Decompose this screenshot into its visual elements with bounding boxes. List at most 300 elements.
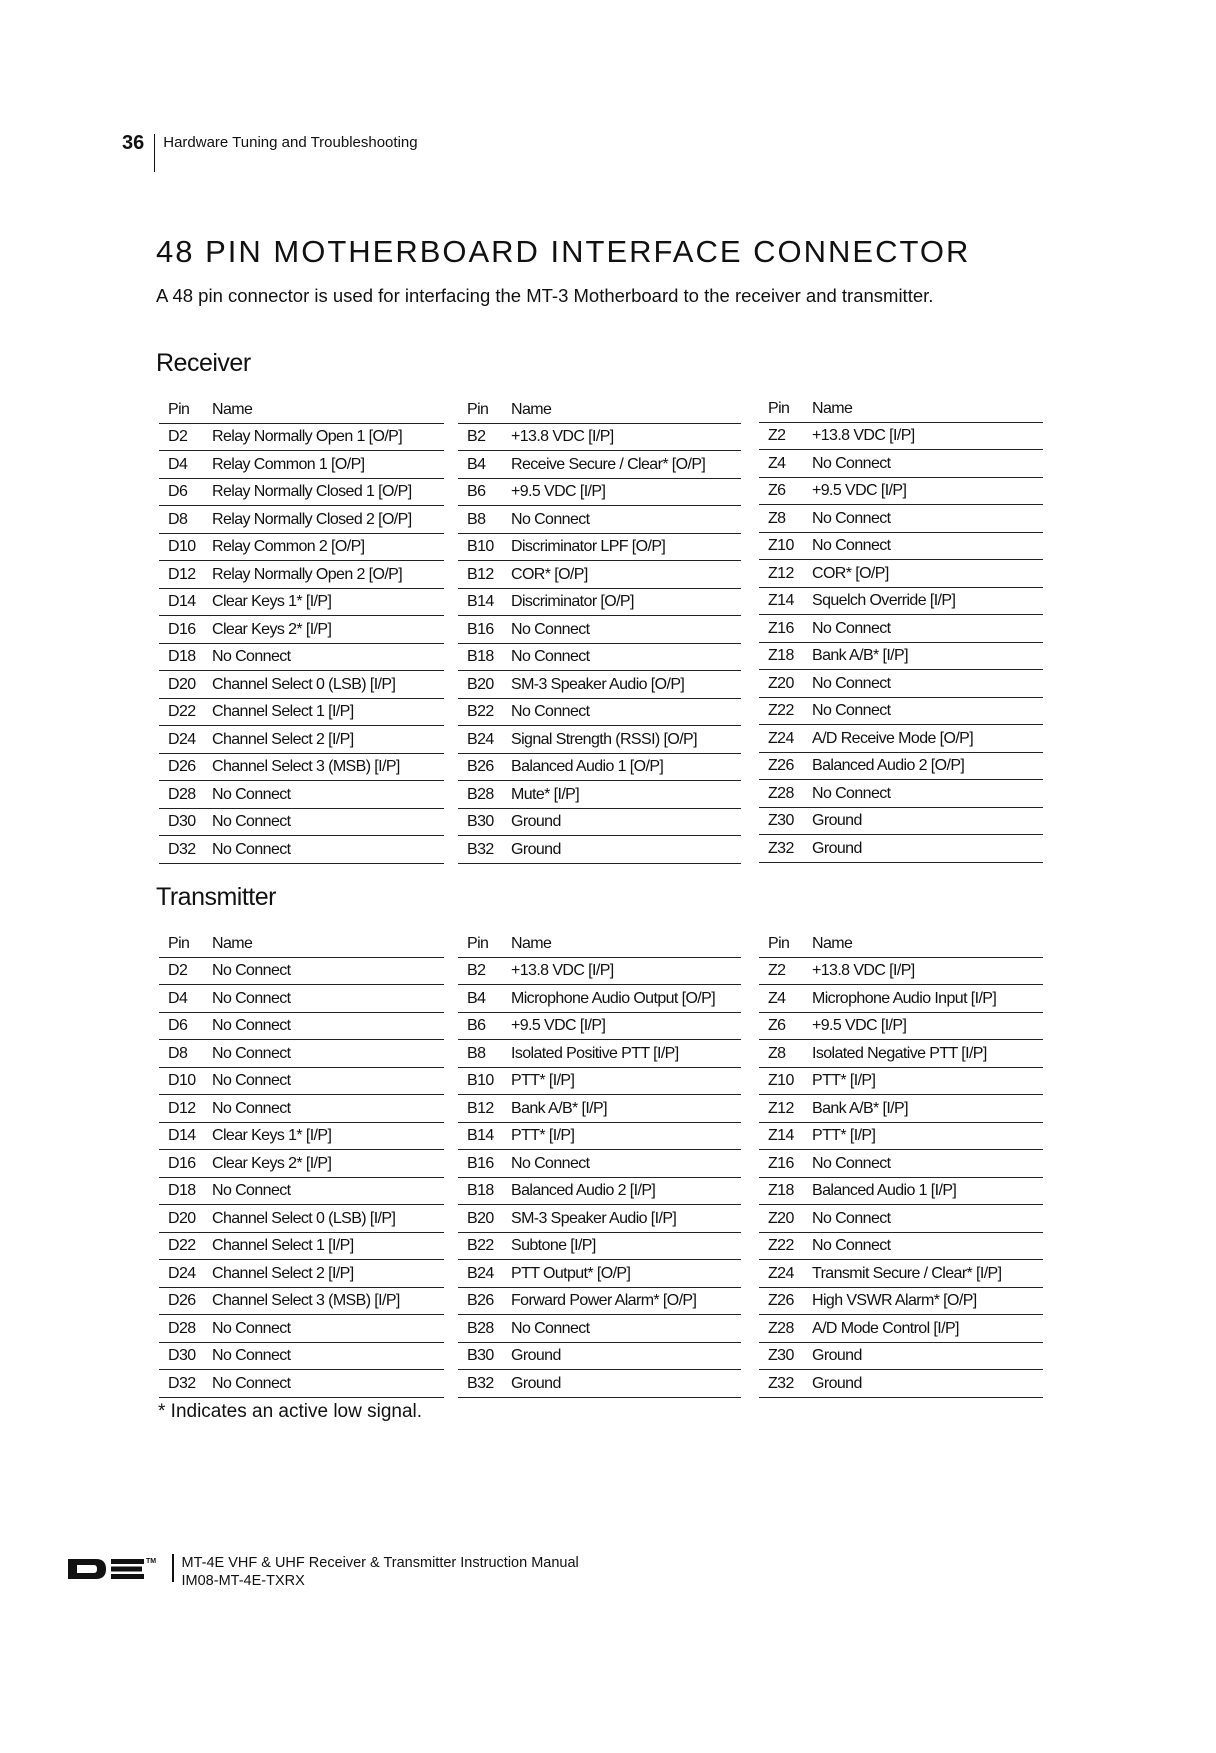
signal-name-cell: Balanced Audio 2 [I/P] (511, 1177, 741, 1205)
table-row (159, 1095, 444, 1123)
signal-name-cell: Subtone [I/P] (511, 1232, 741, 1260)
pin-cell: D8 (159, 506, 212, 534)
pin-cell: D10 (159, 1067, 212, 1095)
pin-cell: D28 (159, 781, 212, 809)
signal-name-cell: No Connect (212, 781, 444, 809)
pin-cell: Z24 (759, 1260, 812, 1288)
table-row (458, 985, 741, 1013)
pin-cell: Z26 (759, 1287, 812, 1315)
pin-column-header: Pin (759, 395, 812, 422)
pin-cell: B8 (458, 1040, 511, 1068)
table-row (458, 1122, 741, 1150)
pin-cell: B26 (458, 753, 511, 781)
signal-name-cell: No Connect (212, 643, 444, 671)
signal-name-cell: Ground (511, 1342, 741, 1370)
pin-cell: D30 (159, 1342, 212, 1370)
table-row (759, 1095, 1043, 1123)
signal-name-cell: Ground (511, 808, 741, 836)
signal-name-cell: Receive Secure / Clear* [O/P] (511, 451, 741, 479)
transmitter-pin-table-1 (159, 930, 444, 1398)
table-row (458, 1342, 741, 1370)
table-row (458, 1012, 741, 1040)
pin-cell: B26 (458, 1287, 511, 1315)
pin-cell: D26 (159, 1287, 212, 1315)
pin-cell: Z6 (759, 1012, 812, 1040)
pin-cell: Z22 (759, 1232, 812, 1260)
signal-name-cell: Bank A/B* [I/P] (511, 1095, 741, 1123)
pin-cell: D24 (159, 1260, 212, 1288)
pin-cell: B4 (458, 451, 511, 479)
table-row (458, 1287, 741, 1315)
signal-name-cell: No Connect (212, 1012, 444, 1040)
signal-name-cell: No Connect (812, 780, 1043, 808)
table-row (159, 561, 444, 589)
trademark-mark: TM (146, 1558, 157, 1565)
pin-cell: D20 (159, 671, 212, 699)
table-row (458, 588, 741, 616)
name-column-header: Name (511, 930, 741, 957)
pin-cell: Z14 (759, 1122, 812, 1150)
signal-name-cell: Channel Select 2 [I/P] (212, 1260, 444, 1288)
signal-name-cell: Clear Keys 1* [I/P] (212, 1122, 444, 1150)
pin-cell: Z4 (759, 450, 812, 478)
table-row (759, 1287, 1043, 1315)
pin-cell: D32 (159, 836, 212, 864)
signal-name-cell: PTT* [I/P] (812, 1122, 1043, 1150)
table-row (458, 423, 741, 451)
signal-name-cell: Microphone Audio Input [I/P] (812, 985, 1043, 1013)
table-row (159, 643, 444, 671)
signal-name-cell: No Connect (511, 643, 741, 671)
pin-cell: D20 (159, 1205, 212, 1233)
pin-cell: B18 (458, 643, 511, 671)
table-row (159, 1040, 444, 1068)
table-row (759, 1342, 1043, 1370)
pin-cell: Z30 (759, 807, 812, 835)
table-row (458, 1315, 741, 1343)
table-row (159, 478, 444, 506)
table-row (458, 643, 741, 671)
table-row (458, 1150, 741, 1178)
signal-name-cell: PTT Output* [O/P] (511, 1260, 741, 1288)
footnote: * Indicates an active low signal. (158, 1401, 423, 1422)
signal-name-cell: No Connect (812, 505, 1043, 533)
table-row (759, 642, 1043, 670)
table-row (759, 957, 1043, 985)
table-row (458, 478, 741, 506)
table-row (458, 781, 741, 809)
signal-name-cell: Discriminator LPF [O/P] (511, 533, 741, 561)
name-column-header: Name (812, 930, 1043, 957)
pin-cell: B14 (458, 588, 511, 616)
signal-name-cell: +13.8 VDC [I/P] (511, 423, 741, 451)
footer-divider (172, 1554, 174, 1582)
receiver-pin-table-1 (159, 396, 444, 864)
signal-name-cell: No Connect (812, 1232, 1043, 1260)
table-row (759, 1012, 1043, 1040)
pin-cell: Z28 (759, 780, 812, 808)
pin-cell: B22 (458, 698, 511, 726)
table-row (458, 561, 741, 589)
signal-name-cell: +13.8 VDC [I/P] (511, 957, 741, 985)
pin-cell: D32 (159, 1370, 212, 1398)
manual-title: MT-4E VHF & UHF Receiver & Transmitter Instruction Manual (181, 1555, 579, 1571)
table-row (458, 1260, 741, 1288)
table-row (159, 1342, 444, 1370)
table-row (759, 1260, 1043, 1288)
signal-name-cell: COR* [O/P] (812, 560, 1043, 588)
pin-cell: Z10 (759, 532, 812, 560)
pin-cell: Z18 (759, 642, 812, 670)
pin-cell: Z4 (759, 985, 812, 1013)
table-row (759, 1067, 1043, 1095)
header-divider (154, 134, 155, 172)
signal-name-cell: No Connect (812, 697, 1043, 725)
table-row (159, 985, 444, 1013)
signal-name-cell: Bank A/B* [I/P] (812, 642, 1043, 670)
pin-cell: B30 (458, 808, 511, 836)
signal-name-cell: Transmit Secure / Clear* [I/P] (812, 1260, 1043, 1288)
table-row (458, 698, 741, 726)
pin-cell: Z30 (759, 1342, 812, 1370)
signal-name-cell: No Connect (511, 506, 741, 534)
signal-name-cell: No Connect (511, 1315, 741, 1343)
table-row (759, 477, 1043, 505)
pin-cell: B2 (458, 423, 511, 451)
table-row (159, 1232, 444, 1260)
table-row (159, 533, 444, 561)
footer-text (182, 1554, 579, 1590)
signal-name-cell: +9.5 VDC [I/P] (812, 1012, 1043, 1040)
signal-name-cell: No Connect (212, 1095, 444, 1123)
table-row (159, 1150, 444, 1178)
signal-name-cell: Channel Select 3 (MSB) [I/P] (212, 1287, 444, 1315)
table-row (759, 807, 1043, 835)
pin-column-header: Pin (159, 396, 212, 423)
pin-cell: D2 (159, 423, 212, 451)
table-row (458, 533, 741, 561)
signal-name-cell: No Connect (212, 957, 444, 985)
pin-cell: D10 (159, 533, 212, 561)
signal-name-cell: No Connect (812, 615, 1043, 643)
pin-cell: D14 (159, 1122, 212, 1150)
table-header-row (458, 930, 741, 957)
pin-cell: D16 (159, 1150, 212, 1178)
signal-name-cell: Discriminator [O/P] (511, 588, 741, 616)
pin-column-header: Pin (759, 930, 812, 957)
pin-column-header: Pin (159, 930, 212, 957)
signal-name-cell: Ground (511, 836, 741, 864)
pin-cell: D4 (159, 451, 212, 479)
table-header-row (159, 930, 444, 957)
signal-name-cell: Balanced Audio 1 [O/P] (511, 753, 741, 781)
table-row (458, 1205, 741, 1233)
pin-cell: D22 (159, 698, 212, 726)
pin-cell: B6 (458, 478, 511, 506)
signal-name-cell: +9.5 VDC [I/P] (812, 477, 1043, 505)
table-row (458, 1095, 741, 1123)
signal-name-cell: PTT* [I/P] (511, 1067, 741, 1095)
signal-name-cell: No Connect (212, 1342, 444, 1370)
pin-cell: B10 (458, 1067, 511, 1095)
table-row (759, 780, 1043, 808)
page-header (122, 130, 418, 172)
table-row (159, 1012, 444, 1040)
table-row (458, 1040, 741, 1068)
table-row (159, 1205, 444, 1233)
signal-name-cell: Channel Select 0 (LSB) [I/P] (212, 671, 444, 699)
pin-cell: D12 (159, 1095, 212, 1123)
signal-name-cell: No Connect (812, 1150, 1043, 1178)
pin-cell: Z2 (759, 422, 812, 450)
table-row (159, 423, 444, 451)
pin-cell: B32 (458, 1370, 511, 1398)
pin-cell: B4 (458, 985, 511, 1013)
table-row (759, 1205, 1043, 1233)
table-row (759, 1232, 1043, 1260)
pin-cell: Z22 (759, 697, 812, 725)
signal-name-cell: +13.8 VDC [I/P] (812, 957, 1043, 985)
signal-name-cell: Relay Normally Closed 1 [O/P] (212, 478, 444, 506)
table-header-row (159, 396, 444, 423)
signal-name-cell: No Connect (812, 532, 1043, 560)
document-id: IM08-MT-4E-TXRX (181, 1573, 305, 1589)
pin-cell: Z8 (759, 505, 812, 533)
table-row (759, 725, 1043, 753)
signal-name-cell: No Connect (812, 670, 1043, 698)
pin-cell: B32 (458, 836, 511, 864)
signal-name-cell: No Connect (212, 808, 444, 836)
pin-cell: Z6 (759, 477, 812, 505)
pin-cell: D18 (159, 1177, 212, 1205)
transmitter-pin-table-2 (458, 930, 741, 1398)
page-footer (66, 1554, 579, 1590)
signal-name-cell: Relay Normally Closed 2 [O/P] (212, 506, 444, 534)
signal-name-cell: PTT* [I/P] (511, 1122, 741, 1150)
pin-cell: Z2 (759, 957, 812, 985)
signal-name-cell: COR* [O/P] (511, 561, 741, 589)
signal-name-cell: A/D Mode Control [I/P] (812, 1315, 1043, 1343)
table-row (759, 1177, 1043, 1205)
pin-cell: D28 (159, 1315, 212, 1343)
signal-name-cell: Channel Select 1 [I/P] (212, 698, 444, 726)
signal-name-cell: +9.5 VDC [I/P] (511, 478, 741, 506)
table-row (159, 957, 444, 985)
de-logo-icon (66, 1554, 166, 1584)
table-row (159, 1287, 444, 1315)
signal-name-cell: Relay Common 1 [O/P] (212, 451, 444, 479)
table-row (759, 1122, 1043, 1150)
signal-name-cell: Clear Keys 2* [I/P] (212, 616, 444, 644)
pin-cell: B14 (458, 1122, 511, 1150)
table-row (159, 753, 444, 781)
pin-cell: B16 (458, 1150, 511, 1178)
pin-cell: D16 (159, 616, 212, 644)
signal-name-cell: Ground (812, 835, 1043, 863)
pin-cell: D26 (159, 753, 212, 781)
table-row (159, 1370, 444, 1398)
signal-name-cell: No Connect (812, 450, 1043, 478)
signal-name-cell: Clear Keys 2* [I/P] (212, 1150, 444, 1178)
signal-name-cell: Isolated Positive PTT [I/P] (511, 1040, 741, 1068)
signal-name-cell: Relay Normally Open 2 [O/P] (212, 561, 444, 589)
table-row (759, 615, 1043, 643)
transmitter-pin-table-3 (759, 930, 1043, 1398)
table-row (759, 1040, 1043, 1068)
pin-cell: Z16 (759, 615, 812, 643)
pin-cell: Z8 (759, 1040, 812, 1068)
signal-name-cell: Isolated Negative PTT [I/P] (812, 1040, 1043, 1068)
pin-cell: Z32 (759, 835, 812, 863)
signal-name-cell: High VSWR Alarm* [O/P] (812, 1287, 1043, 1315)
signal-name-cell: Squelch Override [I/P] (812, 587, 1043, 615)
table-row (159, 616, 444, 644)
table-row (759, 670, 1043, 698)
signal-name-cell: SM-3 Speaker Audio [I/P] (511, 1205, 741, 1233)
pin-cell: B12 (458, 1095, 511, 1123)
pin-cell: Z20 (759, 670, 812, 698)
table-header-row (458, 396, 741, 423)
name-column-header: Name (212, 930, 444, 957)
pin-cell: D22 (159, 1232, 212, 1260)
table-row (759, 422, 1043, 450)
table-row (159, 781, 444, 809)
pin-cell: Z24 (759, 725, 812, 753)
table-row (159, 506, 444, 534)
pin-cell: B22 (458, 1232, 511, 1260)
intro-paragraph: A 48 pin connector is used for interfacing the MT-3 Motherboard to the receiver and transmitter. (156, 285, 934, 306)
receiver-pin-table-2 (458, 396, 741, 864)
pin-cell: B10 (458, 533, 511, 561)
signal-name-cell: No Connect (511, 698, 741, 726)
signal-name-cell: Microphone Audio Output [O/P] (511, 985, 741, 1013)
table-row (458, 808, 741, 836)
table-row (159, 698, 444, 726)
pin-cell: D30 (159, 808, 212, 836)
table-row (458, 726, 741, 754)
name-column-header: Name (212, 396, 444, 423)
signal-name-cell: PTT* [I/P] (812, 1067, 1043, 1095)
signal-name-cell: Clear Keys 1* [I/P] (212, 588, 444, 616)
table-row (759, 1370, 1043, 1398)
pin-cell: Z26 (759, 752, 812, 780)
pin-cell: D8 (159, 1040, 212, 1068)
signal-name-cell: No Connect (212, 1040, 444, 1068)
pin-cell: Z20 (759, 1205, 812, 1233)
table-row (759, 697, 1043, 725)
signal-name-cell: No Connect (212, 1067, 444, 1095)
pin-column-header: Pin (458, 930, 511, 957)
table-row (159, 1177, 444, 1205)
table-row (159, 726, 444, 754)
signal-name-cell: Channel Select 0 (LSB) [I/P] (212, 1205, 444, 1233)
running-header: Hardware Tuning and Troubleshooting (163, 134, 418, 151)
table-row (458, 957, 741, 985)
receiver-heading: Receiver (156, 349, 251, 377)
signal-name-cell: Channel Select 2 [I/P] (212, 726, 444, 754)
signal-name-cell: No Connect (212, 836, 444, 864)
signal-name-cell: Mute* [I/P] (511, 781, 741, 809)
name-column-header: Name (511, 396, 741, 423)
pin-cell: Z12 (759, 560, 812, 588)
table-row (458, 671, 741, 699)
table-row (759, 587, 1043, 615)
transmitter-heading: Transmitter (156, 883, 276, 911)
signal-name-cell: Channel Select 1 [I/P] (212, 1232, 444, 1260)
table-row (159, 1260, 444, 1288)
pin-cell: Z32 (759, 1370, 812, 1398)
pin-cell: B20 (458, 1205, 511, 1233)
pin-cell: B16 (458, 616, 511, 644)
table-row (458, 1177, 741, 1205)
table-row (759, 835, 1043, 863)
pin-cell: D2 (159, 957, 212, 985)
table-row (759, 560, 1043, 588)
signal-name-cell: Ground (812, 1370, 1043, 1398)
signal-name-cell: No Connect (212, 1370, 444, 1398)
table-row (458, 506, 741, 534)
pin-cell: B8 (458, 506, 511, 534)
pin-cell: B6 (458, 1012, 511, 1040)
signal-name-cell: Signal Strength (RSSI) [O/P] (511, 726, 741, 754)
signal-name-cell: Ground (511, 1370, 741, 1398)
pin-cell: B24 (458, 1260, 511, 1288)
pin-cell: Z12 (759, 1095, 812, 1123)
table-row (159, 808, 444, 836)
table-row (458, 1370, 741, 1398)
table-row (759, 1315, 1043, 1343)
table-row (759, 450, 1043, 478)
pin-cell: B2 (458, 957, 511, 985)
table-row (159, 836, 444, 864)
section-title: 48 PIN MOTHERBOARD INTERFACE CONNECTOR (156, 234, 971, 269)
pin-cell: D24 (159, 726, 212, 754)
pin-cell: Z16 (759, 1150, 812, 1178)
signal-name-cell: +13.8 VDC [I/P] (812, 422, 1043, 450)
pin-cell: D6 (159, 1012, 212, 1040)
table-header-row (759, 395, 1043, 422)
signal-name-cell: A/D Receive Mode [O/P] (812, 725, 1043, 753)
pin-cell: B20 (458, 671, 511, 699)
pin-cell: Z10 (759, 1067, 812, 1095)
table-row (458, 836, 741, 864)
signal-name-cell: No Connect (212, 1315, 444, 1343)
pin-cell: D12 (159, 561, 212, 589)
signal-name-cell: Ground (812, 1342, 1043, 1370)
pin-cell: B28 (458, 781, 511, 809)
pin-cell: B24 (458, 726, 511, 754)
table-row (759, 532, 1043, 560)
pin-cell: B30 (458, 1342, 511, 1370)
table-row (759, 985, 1043, 1013)
name-column-header: Name (812, 395, 1043, 422)
table-row (458, 753, 741, 781)
signal-name-cell: Ground (812, 807, 1043, 835)
table-header-row (759, 930, 1043, 957)
table-row (458, 1067, 741, 1095)
pin-cell: D14 (159, 588, 212, 616)
table-row (759, 505, 1043, 533)
page-number: 36 (122, 132, 145, 154)
table-row (759, 1150, 1043, 1178)
table-row (458, 1232, 741, 1260)
signal-name-cell: Relay Normally Open 1 [O/P] (212, 423, 444, 451)
table-row (159, 671, 444, 699)
signal-name-cell: Balanced Audio 2 [O/P] (812, 752, 1043, 780)
table-row (759, 752, 1043, 780)
pin-column-header: Pin (458, 396, 511, 423)
table-row (159, 1067, 444, 1095)
